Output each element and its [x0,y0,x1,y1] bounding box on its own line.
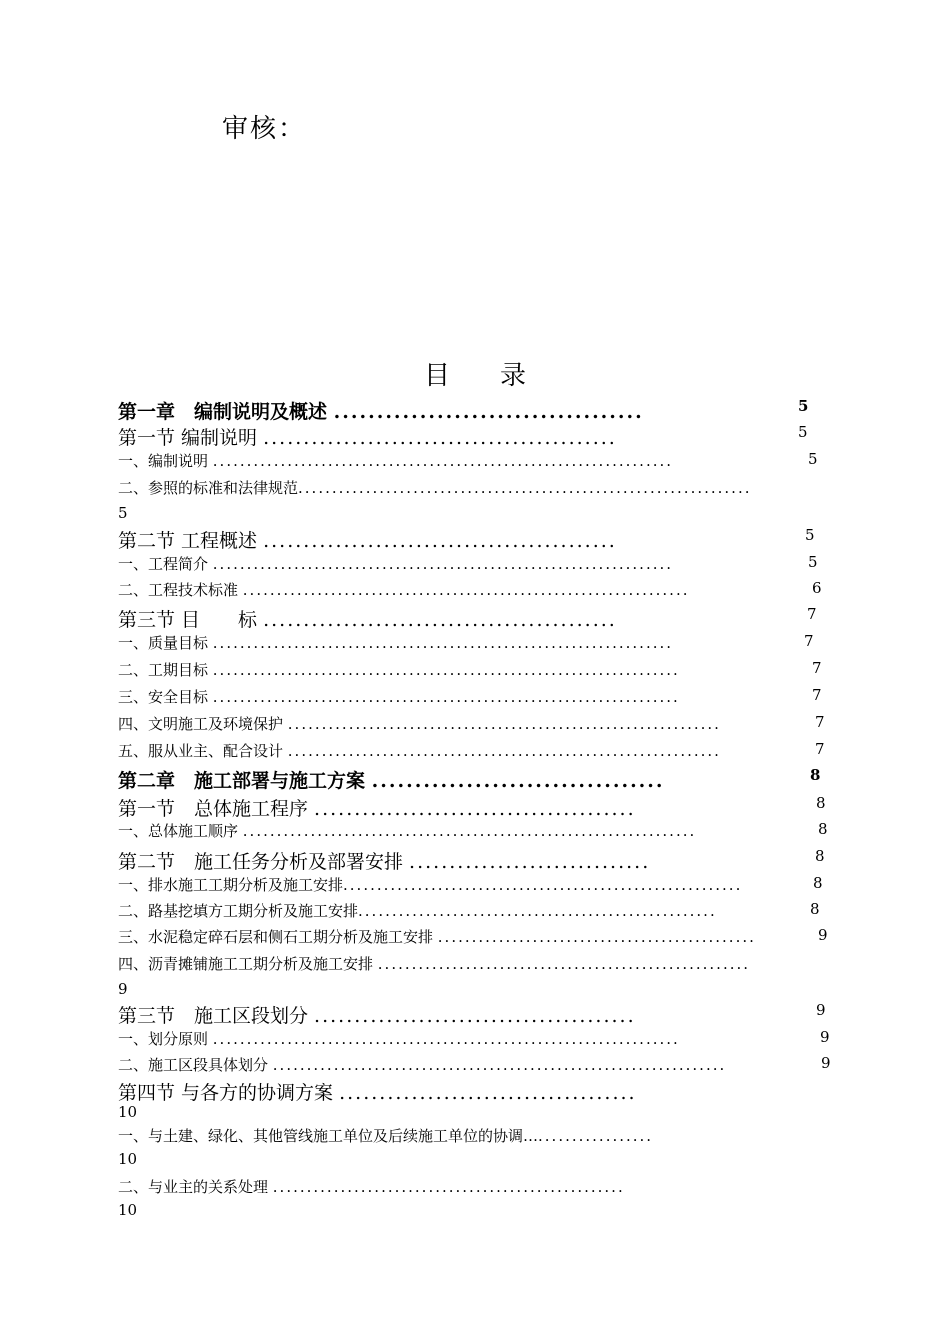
toc-entry-leader: ..................................................................... [212,661,680,679]
toc-entry-text: 一、排水施工工期分析及施工安排 [118,876,344,894]
toc-entry-leader: .................................................................... [212,634,674,652]
toc-entry[interactable] [118,450,838,471]
toc-entry-leader: ............................................ [263,530,617,552]
toc-entry[interactable] [118,1054,838,1075]
toc-entry[interactable] [118,1125,653,1146]
toc-entry-page: 7 [812,686,822,704]
toc-entry[interactable] [118,1001,838,1028]
toc-entry[interactable] [118,766,838,793]
toc-entry-text: 第一节 总体施工程序 [118,798,315,820]
toc-entry[interactable] [118,847,838,874]
toc-entry-page: 8 [816,794,826,812]
toc-entry-page: 9 [816,1001,826,1019]
toc-entry-text: 第一章 编制说明及概述 [118,401,334,423]
toc-entry-page: 7 [815,713,825,731]
toc-entry-leader: ................. [538,1127,654,1145]
toc-entry-text: 三、安全目标 [118,688,213,706]
toc-entry-page: 8 [818,820,828,838]
toc-entry-page: 5 [798,423,808,441]
toc-entry-page: 9 [118,980,128,998]
toc-entry[interactable] [118,605,838,632]
toc-entry-text: 第二节 施工任务分析及部署安排 [118,851,410,873]
toc-entry-leader: ..................................... [339,1082,637,1104]
toc-entry-text: 一、总体施工顺序 [118,822,243,840]
toc-entry-text: 一、质量目标 [118,634,213,652]
toc-entry-text: 二、参照的标准和法律规范 [118,479,299,497]
toc-entry-leader: .............................. [409,851,651,873]
toc-entry-text: 二、路基挖填方工期分析及施工安排 [118,902,359,920]
toc-entry[interactable] [118,1078,637,1105]
toc-entry-text: 四、文明施工及环境保护 [118,715,288,733]
toc-entry[interactable] [118,820,838,841]
toc-entry[interactable] [118,713,838,734]
toc-entry-leader: ............................................ [263,609,617,631]
toc-entry[interactable] [118,686,838,707]
toc-entry-page: 7 [807,605,817,623]
toc-entry-leader: ........................................ [314,798,636,820]
toc-entry-leader: ........................................ [314,1005,636,1027]
toc-entry-text: 五、服从业主、配合设计 [118,742,288,760]
toc-entry-leader: ................................................................ [287,742,721,760]
toc-entry-text: 三、水泥稳定碎石层和侧石工期分析及施工安排 [118,928,438,946]
toc-entry-leader: .................................................... [272,1178,625,1196]
toc-entry-page: 7 [815,740,825,758]
toc-entry-page: 5 [798,397,809,415]
toc-entry-text: 第一节 编制说明 [118,427,264,449]
toc-entry-text: 二、工程技术标准 [118,581,243,599]
toc-entry-leader: ....................................................... [377,955,751,973]
toc-entry-page: 5 [118,504,128,522]
toc-entry-leader: .................................. [371,770,665,792]
toc-entry[interactable] [118,397,838,424]
toc-entry-page: 7 [812,659,822,677]
toc-entry[interactable] [118,632,838,653]
toc-entry-page: 10 [118,1150,138,1168]
toc-entry-page: 8 [815,847,825,865]
toc-entry-text: 一、划分原则 [118,1030,213,1048]
toc-entry-leader: .................................................................... [212,555,674,573]
toc-entry-leader: ............................................ [263,427,617,449]
toc-entry-page: 9 [820,1028,830,1046]
toc-entry-page: 7 [804,632,814,650]
toc-entry-leader: ................................................................... [242,822,697,840]
toc-entry-leader: .................................... [333,401,644,423]
toc-entry-leader: ................................................................ [287,715,721,733]
toc-entry[interactable] [118,953,750,974]
toc-entry-leader: ................................................................... [272,1056,727,1074]
toc-entry-text: 第四节 与各方的协调方案 [118,1082,340,1104]
toc-title [0,355,950,392]
toc-entry-leader: ..................................................................... [212,1030,680,1048]
toc-entry-page: 6 [812,579,822,597]
toc-entry[interactable] [118,579,838,600]
toc-title-right: 录 [500,361,527,391]
toc-entry-page: 8 [813,874,823,892]
toc-entry-page: 5 [808,450,818,468]
toc-entry[interactable] [118,874,838,895]
toc-entry-page: 8 [810,766,821,784]
toc-entry-text: 二、工期目标 [118,661,213,679]
toc-entry[interactable] [118,1176,625,1197]
toc-entry[interactable] [118,553,838,574]
toc-entry[interactable] [118,659,838,680]
toc-entry[interactable] [118,794,838,821]
reviewer-label: 审核： [222,114,307,144]
toc-entry-leader: ........................................................... [343,876,743,894]
toc-entry-leader: ..................................................................... [212,688,680,706]
toc-entry-leader: .................................................................... [212,452,674,470]
toc-entry-text: 第三节 施工区段划分 [118,1005,315,1027]
toc-entry-text: 第三节 目 标 [118,609,264,631]
toc-entry-text: 四、沥青摊铺施工工期分析及施工安排 [118,955,378,973]
toc-entry-text: 第二节 工程概述 [118,530,264,552]
toc-entry[interactable] [118,740,838,761]
toc-entry-text: 一、编制说明 [118,452,213,470]
toc-title-left: 目 [423,361,450,391]
toc-entry[interactable] [118,900,838,921]
toc-entry-page: 8 [810,900,820,918]
toc-entry-leader: .................................................................. [242,581,690,599]
toc-entry-text: 二、与业主的关系处理 [118,1178,273,1196]
toc-entry-leader: ................................................................... [298,479,752,497]
toc-entry[interactable] [118,526,838,553]
toc-entry-text: 二、施工区段具体划分 [118,1056,273,1074]
toc-entry-page: 10 [118,1103,138,1121]
toc-entry-page: 9 [818,926,828,944]
toc-entry[interactable] [118,926,838,947]
toc-entry-page: 5 [805,526,815,544]
toc-entry[interactable] [118,423,838,450]
toc-entry-page: 9 [821,1054,831,1072]
toc-entry-page: 5 [808,553,818,571]
toc-entry[interactable] [118,1028,838,1049]
toc-entry-text: 一、与土建、绿化、其他管线施工单位及后续施工单位的协调… [118,1127,539,1145]
toc-entry-text: 一、工程简介 [118,555,213,573]
toc-entry-page: 10 [118,1201,138,1219]
toc-entry[interactable] [118,477,751,498]
toc-entry-leader: ..................................................... [358,902,717,920]
toc-entry-text: 第二章 施工部署与施工方案 [118,770,372,792]
toc-entry-leader: ............................................... [437,928,756,946]
